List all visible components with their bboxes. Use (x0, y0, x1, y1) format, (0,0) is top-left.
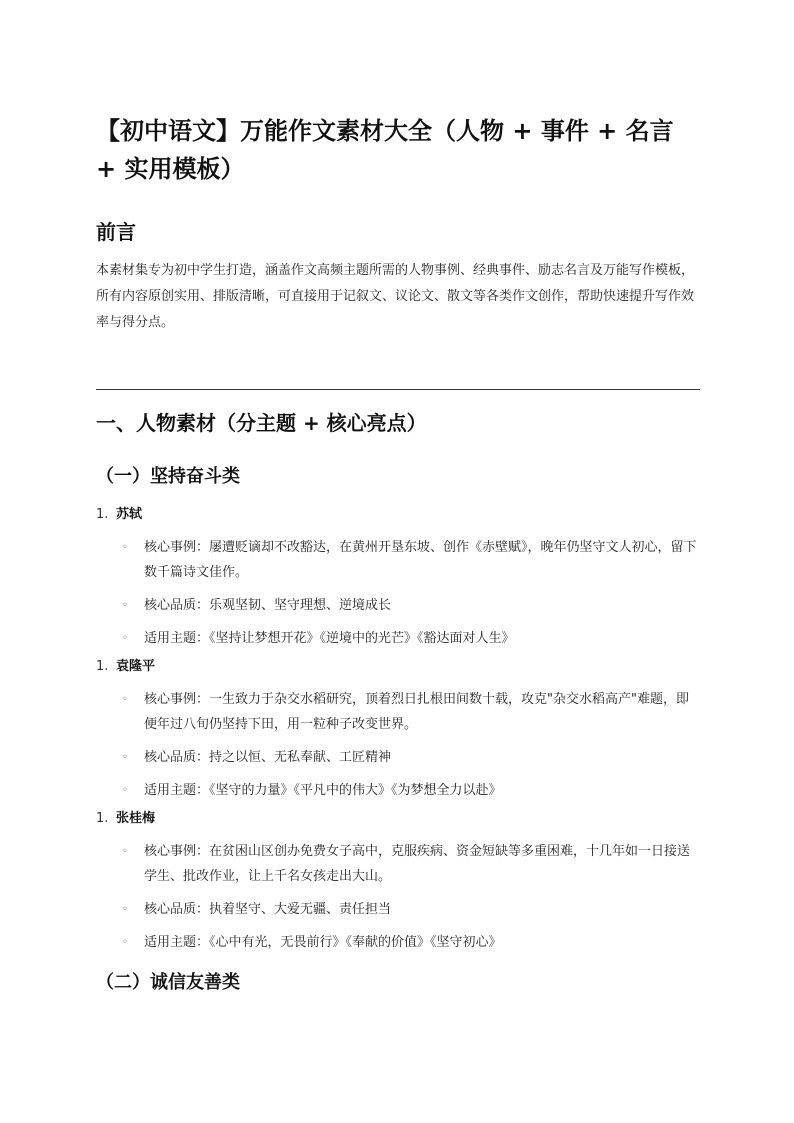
section-heading-characters: 一、人物素材（分主题 + 核心亮点） (96, 411, 427, 435)
person-heading (96, 806, 700, 832)
horizontal-rule (96, 389, 700, 390)
list-number: 1. (96, 811, 109, 826)
person-entry (96, 806, 700, 955)
document-title: 【初中语文】万能作文素材大全（人物 + 事件 + 名言 + 实用模板） (96, 117, 674, 183)
preface-heading: 前言 (96, 220, 136, 244)
list-number: 1. (96, 507, 109, 522)
subsection-heading-perseverance: （一）坚持奋斗类 (96, 466, 240, 487)
subsection-heading-honesty: （二）诚信友善类 (96, 972, 240, 993)
bullet-icon: ◦ (122, 904, 128, 915)
person-heading (96, 654, 700, 680)
list-item (96, 839, 700, 889)
person-name: 张桂梅 (116, 811, 156, 826)
person-details (96, 839, 700, 955)
person-details (96, 687, 700, 803)
preface-text: 本素材集专为初中学生打造，涵盖作文高频主题所需的人物事例、经典事件、励志名言及万能写作模板，所有内容原创实用、排版清晰，可直接用于记叙文、议论文、散文等各类作文创作，帮助快速提升写作效率与得分点。 (96, 263, 695, 330)
person-entry (96, 502, 700, 651)
applicable-theme: 适用主题：《坚守的力量》《平凡中的伟大》《为梦想全力以赴》 (144, 783, 502, 798)
bullet-icon: ◦ (122, 633, 128, 644)
list-item (96, 778, 700, 803)
person-entry (96, 654, 700, 803)
core-example: 核心事例：屡遭贬谪却不改豁达，在黄州开垦东坡、创作《赤壁赋》，晚年仍坚守文人初心，留下数千篇诗文佳作。 (144, 540, 697, 580)
list-item (96, 897, 700, 922)
bullet-icon: ◦ (122, 694, 128, 705)
list-item (96, 745, 700, 770)
person-heading (96, 502, 700, 528)
list-item (96, 687, 700, 737)
core-quality: 核心品质：执着坚守、大爱无疆、责任担当 (144, 902, 392, 917)
core-quality: 核心品质：乐观坚韧、坚守理想、逆境成长 (144, 598, 392, 613)
person-details (96, 535, 700, 651)
applicable-theme: 适用主题：《心中有光，无畏前行》《奉献的价值》《坚守初心》 (144, 935, 502, 950)
bullet-icon: ◦ (122, 937, 128, 948)
bullet-icon: ◦ (122, 600, 128, 611)
bullet-icon: ◦ (122, 542, 128, 553)
list-item (96, 626, 700, 651)
core-quality: 核心品质：持之以恒、无私奉献、工匠精神 (144, 750, 392, 765)
list-item (96, 593, 700, 618)
applicable-theme: 适用主题：《坚持让梦想开花》《逆境中的光芒》《豁达面对人生》 (144, 631, 515, 646)
list-number: 1. (96, 659, 109, 674)
list-item (96, 535, 700, 585)
bullet-icon: ◦ (122, 785, 128, 796)
core-example: 核心事例：一生致力于杂交水稻研究，顶着烈日扎根田间数十载，攻克"杂交水稻高产"难题，即便年过八旬仍坚持下田，用一粒种子改变世界。 (144, 692, 689, 732)
person-name: 苏轼 (116, 507, 143, 522)
core-example: 核心事例：在贫困山区创办免费女子高中，克服疾病、资金短缺等多重困难，十几年如一日接送学生、批改作业，让上千名女孩走出大山。 (144, 844, 691, 884)
bullet-icon: ◦ (122, 752, 128, 763)
list-item (96, 930, 700, 955)
person-name: 袁隆平 (116, 659, 156, 674)
bullet-icon: ◦ (122, 846, 128, 857)
